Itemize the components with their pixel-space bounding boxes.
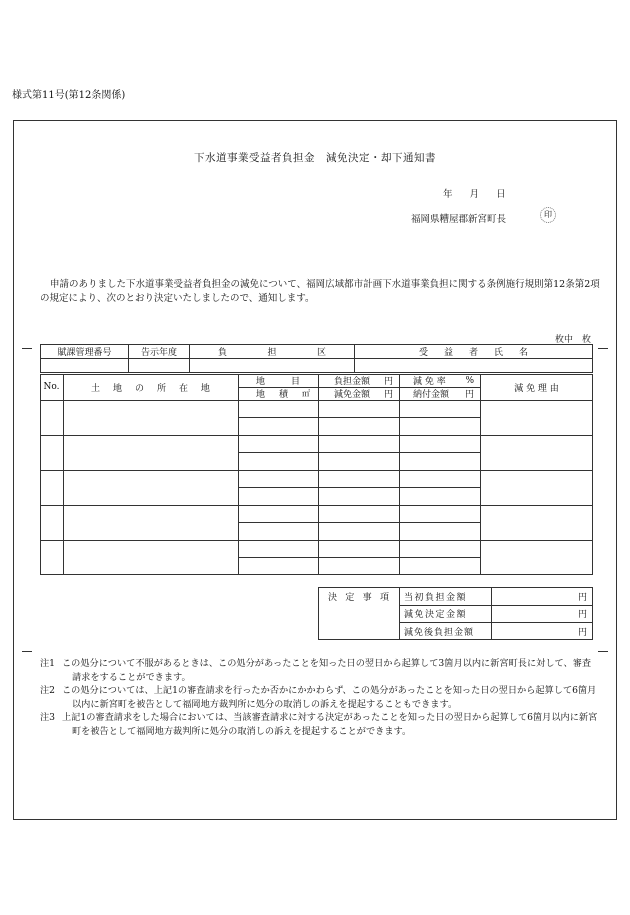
header-notice-year: 告示年度 <box>128 344 190 359</box>
decision-label: 決 定 事 項 <box>328 592 389 603</box>
value-levy-number <box>40 358 129 373</box>
col-divider <box>63 374 64 575</box>
notice-body-text: 申請のありました下水道事業受益者負担金の減免について、福岡広域都市計画下水道事業負担に関する条例施行規則第12条第2項の規定により、次のとおり決定いたしましたので、通知します。 <box>40 279 600 304</box>
col-divider <box>318 374 319 575</box>
value-notice-year <box>128 358 190 373</box>
sub-row-divider <box>238 417 480 418</box>
seal-mark: 印 <box>540 207 556 223</box>
document-title: 下水道事業受益者負担金 減免決定・却下通知書 <box>194 152 436 164</box>
header-levy-number: 賦課管理番号 <box>40 344 129 359</box>
col-header-land-category: 地 目 <box>256 377 300 387</box>
col-header-reduction-reason: 減 免 理 由 <box>514 383 559 394</box>
row-divider <box>40 470 593 471</box>
sheet-count: 枚中 枚 <box>555 335 592 345</box>
col-header-reduction-rate: 減 免 率 % <box>413 375 474 387</box>
note-label: 注3 <box>40 712 56 723</box>
header-bottom-line <box>40 400 593 401</box>
sub-row-divider <box>238 557 480 558</box>
note-item <box>40 711 600 738</box>
note-text: この処分について不服があるときは、この処分があったことを知った日の翌日から起算して3箇月以内に新宮町長に対して、審査請求をすることができます。 <box>62 658 592 683</box>
col-divider <box>399 587 400 640</box>
col-header-reduction-amount: 減免金額 円 <box>334 390 393 400</box>
issue-date <box>443 186 520 200</box>
fold-mark-left-bottom <box>22 651 32 652</box>
row-divider <box>40 540 593 541</box>
col-header-location: 土 地 の 所 在 地 <box>91 383 210 394</box>
col-header-burden-amount: 負担金額 円 <box>334 377 393 387</box>
fold-mark-right-bottom <box>598 651 608 652</box>
form-number-label: 様式第11号(第12条関係) <box>12 90 126 101</box>
date-day: 日 <box>496 189 506 200</box>
date-month: 月 <box>469 189 480 200</box>
value-burden-district <box>189 358 355 373</box>
initial-burden-unit: 円 <box>577 592 587 603</box>
note-label: 注2 <box>40 685 56 696</box>
note-item <box>40 684 600 711</box>
row-divider <box>40 435 593 436</box>
initial-burden-label: 当初負担金額 <box>404 592 468 603</box>
reduction-decided-unit: 円 <box>577 610 587 620</box>
date-year: 年 <box>443 189 453 200</box>
col-divider <box>238 374 239 575</box>
col-divider <box>399 374 400 575</box>
post-reduction-unit: 円 <box>577 627 587 638</box>
col-header-payment-amount: 納付金額 円 <box>413 390 474 400</box>
header-burden-district: 負 担 区 <box>189 344 355 359</box>
value-beneficiary-name <box>354 358 593 373</box>
row-divider <box>40 505 593 506</box>
note-item <box>40 657 600 684</box>
note-label: 注1 <box>40 658 56 669</box>
sub-row-divider <box>238 452 480 453</box>
fold-mark-left-top <box>22 348 32 349</box>
note-text: 上記1の審査請求をした場合においては、当該審査請求に対する決定があったことを知った日の翌日から起算して6箇月以内に新宮町を被告として福岡地方裁判所に処分の取消しの訴えを提起することができます。 <box>62 712 598 737</box>
notes-section <box>40 657 600 738</box>
sub-row-divider <box>238 522 480 523</box>
col-divider <box>480 374 481 575</box>
fold-mark-right-top <box>598 348 608 349</box>
reduction-decided-label: 減免決定金額 <box>404 610 468 620</box>
col-header-no: No. <box>43 382 60 392</box>
land-table-border <box>40 374 593 575</box>
sender-name: 福岡県糟屋郡新宮町長 <box>411 214 507 225</box>
sub-row-divider <box>238 487 480 488</box>
note-text: この処分については、上記1の審査請求を行ったか否かにかかわらず、この処分があったことを知った日の翌日から起算して6箇月以内に新宮町を被告として福岡地方裁判所に処分の取消しの訴えを提起することもできます。 <box>62 685 597 710</box>
post-reduction-label: 減免後負担金額 <box>404 627 475 638</box>
header-beneficiary-name: 受 益 者 氏 名 <box>354 344 593 359</box>
col-header-area: 地 積 ㎡ <box>256 389 310 400</box>
